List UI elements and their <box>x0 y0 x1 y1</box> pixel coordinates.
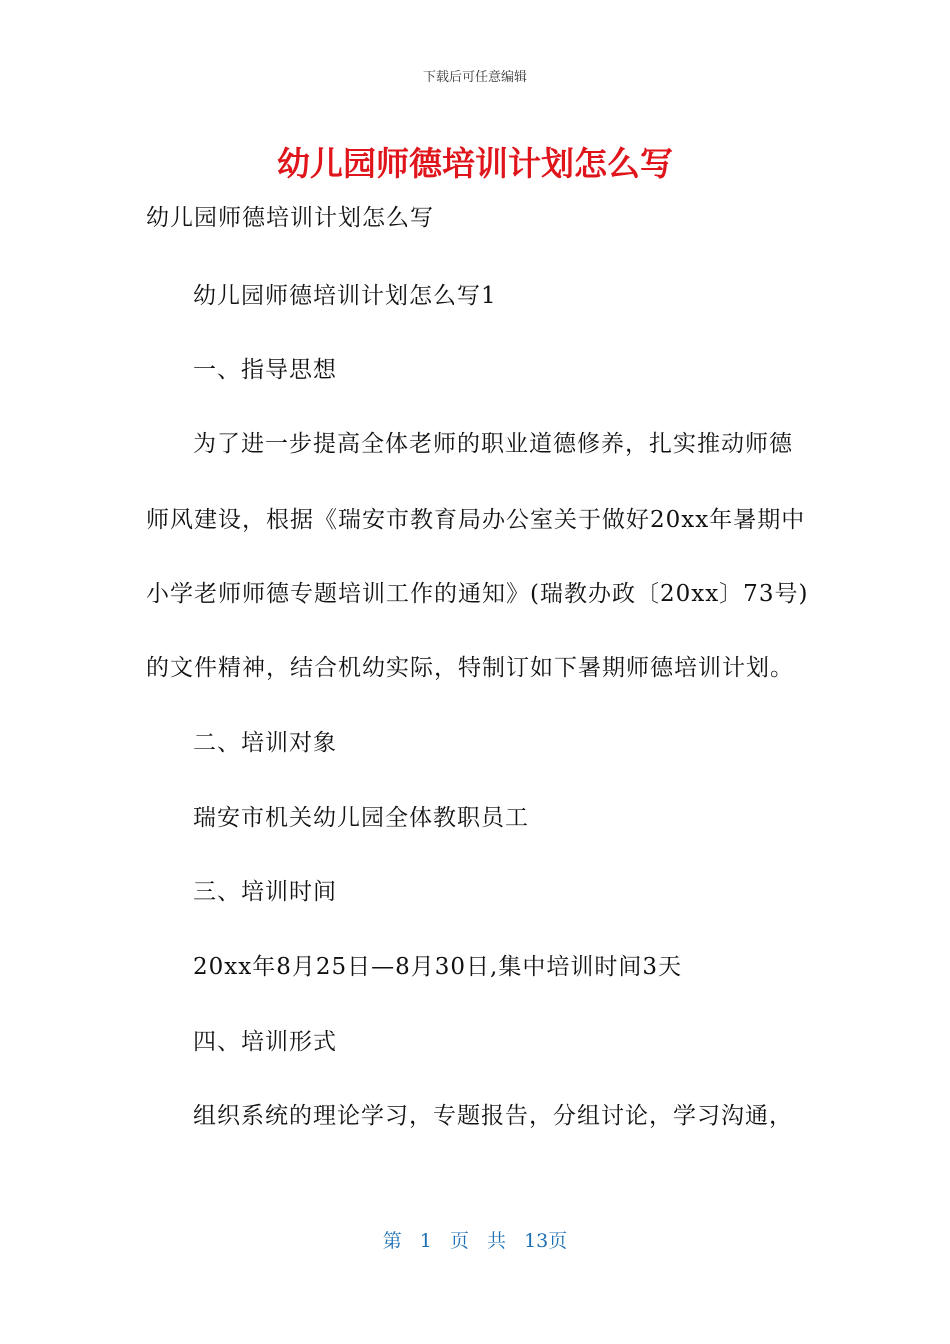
body-line-heading-guiding-ideology: 一、指导思想 <box>193 357 337 383</box>
body-line-paragraph: 20xx年8月25日—8月30日,集中培训时间3天 <box>193 954 682 980</box>
document-title: 幼儿园师德培训计划怎么写 <box>277 144 673 183</box>
page-footer <box>0 1226 950 1253</box>
footer-mid: 页 <box>449 1230 469 1252</box>
body-line-section-heading: 幼儿园师德培训计划怎么写1 <box>193 283 497 309</box>
body-line-paragraph: 为了进一步提高全体老师的职业道德修养，扎实推动师德 <box>193 431 793 457</box>
body-line-heading-training-target: 二、培训对象 <box>193 730 337 756</box>
body-line-heading-training-time: 三、培训时间 <box>193 879 337 905</box>
body-line-paragraph: 的文件精神，结合机幼实际，特制订如下暑期师德培训计划。 <box>146 655 794 681</box>
footer-total-prefix: 共 <box>487 1230 507 1252</box>
body-line-paragraph: 小学老师师德专题培训工作的通知》(瑞教办政〔20xx〕73号) <box>146 581 809 607</box>
body-line-paragraph: 瑞安市机关幼儿园全体教职员工 <box>193 805 529 831</box>
footer-prefix: 第 <box>382 1230 402 1252</box>
header-note: 下载后可任意编辑 <box>422 70 527 85</box>
footer-current-page: 1 <box>419 1230 432 1252</box>
footer-total-pages: 13页 <box>524 1230 568 1252</box>
body-line-paragraph: 师风建设，根据《瑞安市教育局办公室关于做好20xx年暑期中 <box>146 507 806 533</box>
body-line-paragraph: 组织系统的理论学习，专题报告，分组讨论，学习沟通， <box>193 1103 793 1129</box>
body-line-subtitle: 幼儿园师德培训计划怎么写 <box>146 205 434 231</box>
body-line-heading-training-form: 四、培训形式 <box>193 1029 337 1055</box>
